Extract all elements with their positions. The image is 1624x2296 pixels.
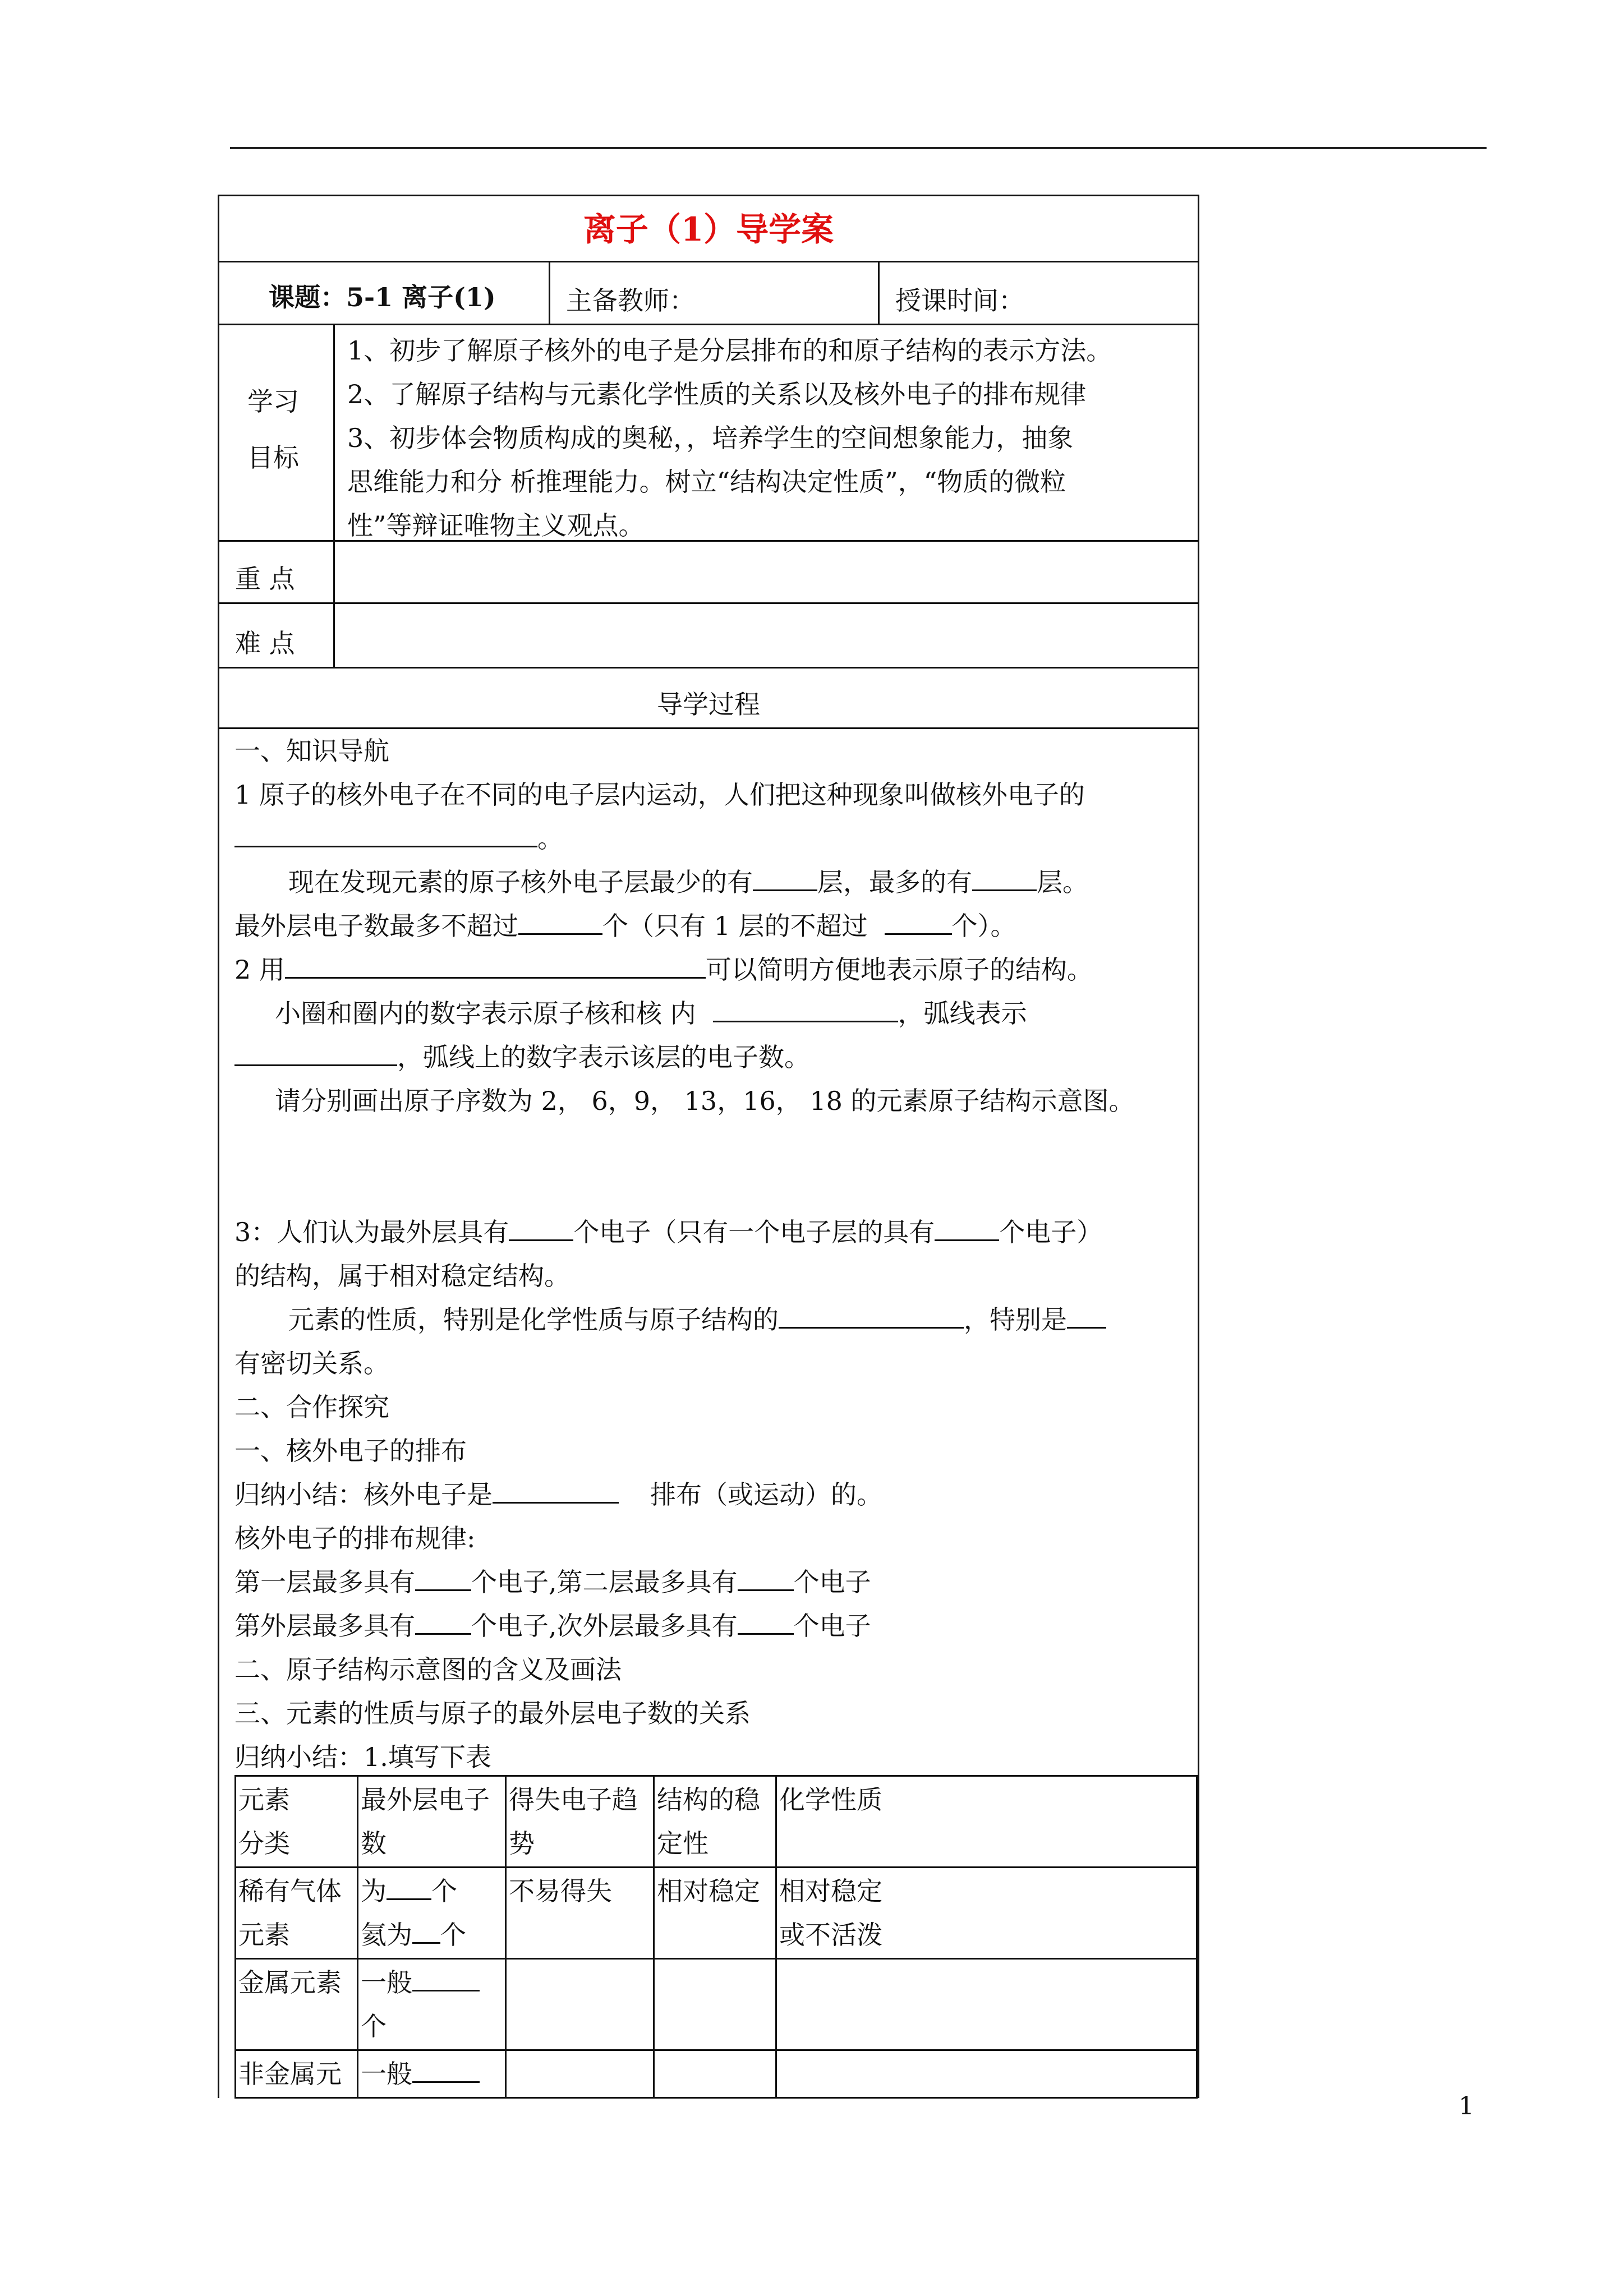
paragraph: 的结构，属于相对稳定结构。: [234, 1261, 570, 1291]
section-heading: 一、知识导航: [234, 736, 389, 766]
teacher-cell: [549, 262, 878, 324]
fill-blank[interactable]: [387, 1875, 431, 1900]
title-row: [219, 196, 1198, 262]
fill-blank[interactable]: [412, 1967, 480, 1991]
table-header-row: [236, 1776, 1197, 1868]
table-cell: 一般 个: [358, 1959, 506, 2050]
table-row: [236, 2050, 1197, 2098]
goals-label-1: 学习: [247, 386, 299, 417]
goal-line: 3、初步体会物质构成的奥秘，，培养学生的空间想象能力，抽象: [347, 423, 1074, 453]
header-rule: [230, 147, 1487, 149]
goals-row: [219, 325, 1198, 542]
page-number: 1: [1459, 2092, 1474, 2120]
fill-blank[interactable]: [738, 1566, 794, 1591]
table-cell: 一般: [358, 2050, 506, 2098]
text: 归纳小结：核外电子是: [234, 1479, 493, 1510]
key-point-row: [219, 542, 1198, 604]
goal-line: 1、初步了解原子核外的电子是分层排布的和原子结构的表示方法。: [347, 335, 1112, 366]
table-cell: [654, 2050, 776, 2098]
fill-blank[interactable]: [935, 1216, 999, 1241]
text: 2 用: [234, 955, 285, 985]
text: 层。: [1037, 867, 1088, 897]
fill-blank[interactable]: [285, 954, 706, 979]
goal-line: 性”等辩证唯物主义观点。: [347, 510, 645, 541]
text: 第一层最多具有: [234, 1567, 415, 1597]
header-row: [219, 262, 1198, 325]
text: 排布（或运动）的。: [650, 1479, 882, 1510]
text: 个电子: [793, 1567, 871, 1597]
key-point-label: 重 点: [235, 564, 295, 594]
table-cell: [776, 1959, 1197, 2050]
text: 个电子,第二层最多具有: [471, 1567, 738, 1597]
table-cell: 相对稳定 或不活泼: [776, 1868, 1197, 1959]
goals-label-2: 目标: [247, 442, 299, 473]
difficulty-value-cell: [333, 604, 1198, 667]
fill-blank[interactable]: [518, 910, 602, 935]
paragraph: 有密切关系。: [234, 1348, 389, 1378]
fill-blank[interactable]: [1067, 1304, 1106, 1329]
key-point-value-cell: [333, 542, 1198, 602]
time-cell: [878, 262, 1198, 324]
element-property-table: [234, 1775, 1198, 2099]
fill-blank[interactable]: [412, 1919, 440, 1944]
text: 个电子（只有一个电子层的具有: [573, 1217, 935, 1247]
goal-line: 思维能力和分 析推理能力。树立“结构决定性质”，“物质的微粒: [347, 467, 1066, 497]
text: 个电子,次外层最多具有: [471, 1611, 738, 1641]
text: ，弧线上的数字表示该层的电子数。: [397, 1042, 810, 1072]
text: 3：人们认为最外层具有: [234, 1217, 509, 1247]
fill-blank[interactable]: [779, 1304, 964, 1329]
process-label: 导学过程: [657, 689, 760, 720]
paragraph: 归纳小结：1.填写下表: [234, 1742, 491, 1772]
table-cell: 非金属元: [236, 2050, 358, 2098]
fill-blank[interactable]: [509, 1216, 573, 1241]
text: 第外层最多具有: [234, 1611, 415, 1641]
text: 可以简明方便地表示原子的结构。: [705, 955, 1093, 985]
fill-blank[interactable]: [234, 823, 537, 847]
subheading: 二、原子结构示意图的含义及画法: [234, 1654, 622, 1685]
fill-blank[interactable]: [713, 998, 898, 1022]
time-label: 授课时间：: [895, 285, 1024, 316]
text: 个电子）: [999, 1217, 1103, 1247]
fill-blank[interactable]: [415, 1610, 471, 1635]
text: 个（只有 1 层的不超过: [602, 911, 868, 941]
fill-blank[interactable]: [738, 1610, 794, 1635]
table-cell: [776, 2050, 1197, 2098]
paragraph: 1 原子的核外电子在不同的电子层内运动，人们把这种现象叫做核外电子的: [234, 780, 1085, 810]
header-cell: 元素 分类: [236, 1776, 358, 1868]
fill-blank[interactable]: [234, 1041, 397, 1066]
difficulty-label: 难 点: [235, 628, 295, 658]
text: 元素的性质，特别是化学性质与原子结构的: [288, 1304, 779, 1335]
fill-blank[interactable]: [885, 910, 952, 935]
subheading: 一、核外电子的排布: [234, 1436, 467, 1466]
text: ，特别是: [964, 1304, 1067, 1335]
guide-content: [234, 729, 1188, 1779]
header-cell: 最外层电子 数: [358, 1776, 506, 1868]
fill-blank[interactable]: [415, 1566, 471, 1591]
text: 。: [537, 823, 563, 854]
goals-text-cell: [333, 325, 1198, 540]
key-point-label-cell: [219, 542, 333, 602]
fill-blank[interactable]: [493, 1479, 619, 1504]
text: ，弧线表示: [898, 998, 1027, 1029]
header-cell: 结构的稳 定性: [654, 1776, 776, 1868]
goals-label-cell: [219, 325, 333, 540]
text: 层，最多的有: [817, 867, 972, 897]
teacher-label: 主备教师：: [566, 285, 695, 316]
text: 现在发现元素的原子核外电子层最少的有: [288, 867, 753, 897]
table-cell: [506, 1959, 654, 2050]
section-heading: 二、合作探究: [234, 1392, 389, 1422]
text: 最外层电子数最多不超过: [234, 911, 518, 941]
process-row: [219, 668, 1198, 729]
goal-line: 2、了解原子结构与元素化学性质的关系以及核外电子的排布规律: [347, 379, 1087, 409]
fill-blank[interactable]: [972, 866, 1037, 891]
fill-blank[interactable]: [753, 866, 817, 891]
paragraph: 请分别画出原子序数为 2， 6，9， 13，16， 18 的元素原子结构示意图。: [275, 1086, 1135, 1116]
topic-label: 课题：5-1 离子(1): [269, 282, 496, 312]
topic-cell: [219, 262, 549, 324]
difficulty-label-cell: [219, 604, 333, 667]
text: 个）。: [951, 911, 1016, 941]
text: 个电子: [793, 1611, 871, 1641]
difficulty-row: [219, 604, 1198, 668]
table-cell: [654, 1959, 776, 2050]
page-title: 离子（1）导学案: [583, 210, 834, 248]
paragraph: 核外电子的排布规律:: [234, 1523, 476, 1553]
table-cell: 不易得失: [506, 1868, 654, 1959]
table-cell: 金属元素: [236, 1959, 358, 2050]
table-cell: 稀有气体 元素: [236, 1868, 358, 1959]
header-cell: 化学性质: [776, 1776, 1197, 1868]
table-row: [236, 1959, 1197, 2050]
subheading: 三、元素的性质与原子的最外层电子数的关系: [234, 1698, 751, 1728]
table-cell: 相对稳定: [654, 1868, 776, 1959]
table-row: [236, 1868, 1197, 1959]
fill-blank[interactable]: [412, 2058, 480, 2083]
table-cell: 为 个 氦为 个: [358, 1868, 506, 1959]
text: 小圈和圈内的数字表示原子核和核 内: [275, 998, 696, 1029]
table-cell: [506, 2050, 654, 2098]
header-cell: 得失电子趋 势: [506, 1776, 654, 1868]
